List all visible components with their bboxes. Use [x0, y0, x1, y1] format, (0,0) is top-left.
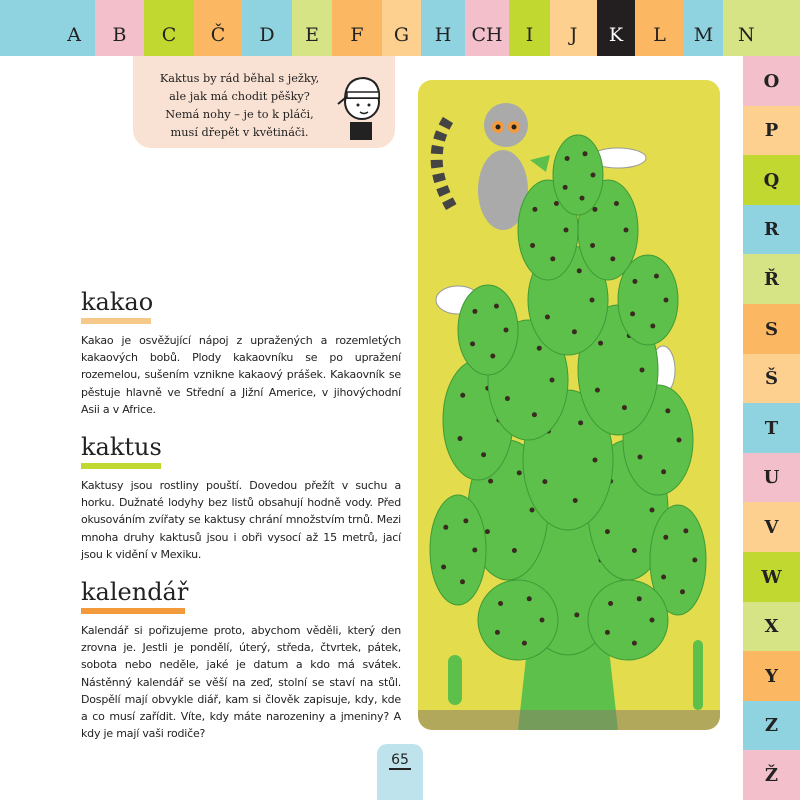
cactus-spine: [540, 618, 545, 623]
cactus-spine: [663, 535, 668, 540]
letter-tab-W[interactable]: W: [743, 552, 800, 602]
cactus-spine: [494, 304, 499, 309]
entry-text: Kakao je osvěžující nápoj z upražených a rozemletých kakaových bobů. Plody kakaovníku se po upražení rozemelou, sušením vznikne kakaový prášek. Kakaovník se pěstuje hlavně ve Střední a Jižní Americe, v jihovýchodní Asii a v Africe.: [81, 334, 401, 416]
entry-text: Kaktusy jsou rostliny pouští. Dovedou přežít v suchu a horku. Dužnaté lodyhy bez listů obsahují hodně vody. Před okusováním zvířaty se kaktusy chrání množstvím trnů. Mezi mnoha druhy kaktusů jsou i obři vysocí až 15 metrů, jací jsou k vidění v Mexiku.: [81, 479, 401, 561]
entry-text: Kalendář si pořizujeme proto, abychom věděli, který den zrovna je. Jestli je pondělí, úterý, středa, čtvrtek, pátek, sobota nebo neděle, jaké je datum a kdo má svátek. Nástěnný kalendář se věší na zeď, stolní se staví na stůl. Dospělí mají obvykle diář, kam si člověk zapisuje, kdy, kde a co musí zařídit. Víte, kdy máte narozeniny a jmeniny? A kdy je mají vaši rodiče?: [81, 624, 401, 741]
letter-tab-G[interactable]: G: [382, 0, 421, 56]
letter-tab-C[interactable]: C: [144, 0, 194, 56]
cactus-pad: [458, 285, 518, 375]
cactus-pad: [478, 580, 558, 660]
letter-tab-O[interactable]: O: [743, 56, 800, 106]
rhyme-line: ale jak má chodit pěšky?: [169, 90, 310, 103]
cactus-spine: [460, 393, 465, 398]
entry-kakao: [81, 288, 401, 418]
cactus-spine: [542, 479, 547, 484]
cactus-spine: [472, 548, 477, 553]
letter-tab-Ř[interactable]: Ř: [743, 254, 800, 304]
letter-tab-L[interactable]: L: [635, 0, 684, 56]
cactus-spine: [650, 618, 655, 623]
cactus-spine: [593, 458, 598, 463]
cactus-spine: [443, 525, 448, 530]
cactus-spine: [605, 529, 610, 534]
page-number-tab: [377, 744, 423, 800]
cactus-spine: [490, 354, 495, 359]
cactus-spine: [692, 558, 697, 563]
rhyme-line: Nemá nohy – je to k pláči,: [165, 108, 314, 121]
page-number: 65: [391, 752, 409, 768]
letter-tab-S[interactable]: S: [743, 304, 800, 354]
letter-tab-M[interactable]: M: [684, 0, 723, 56]
cactus-spine: [665, 408, 670, 413]
cactus-spine: [654, 274, 659, 279]
entry-kalendar: [81, 578, 401, 742]
title-underline: [81, 463, 161, 469]
cactus-spine: [614, 201, 619, 206]
cactus-spine: [472, 309, 477, 314]
cactus-spine: [495, 630, 500, 635]
cactus-spine: [661, 469, 666, 474]
cactus-spine: [512, 548, 517, 553]
cactus-spine: [441, 565, 446, 570]
cactus-spine: [664, 298, 669, 303]
cactus-spine: [632, 279, 637, 284]
cactus-spine: [530, 243, 535, 248]
letter-tab-T[interactable]: T: [743, 403, 800, 453]
cactus-spine: [595, 388, 600, 393]
alphabet-top-tabs: [0, 0, 800, 56]
letter-tab-Ž[interactable]: Ž: [743, 750, 800, 800]
cactus-spine: [608, 601, 613, 606]
cactus-spine: [565, 156, 570, 161]
cactus-spine: [590, 298, 595, 303]
cactus-spine: [683, 528, 688, 533]
cactus-pad: [588, 580, 668, 660]
cactus-spine: [632, 641, 637, 646]
letter-tab-V[interactable]: V: [743, 502, 800, 552]
cactus-spine: [504, 328, 509, 333]
letter-tab-X[interactable]: X: [743, 602, 800, 652]
letter-tab-J[interactable]: J: [550, 0, 597, 56]
letter-tab-A[interactable]: A: [0, 0, 95, 56]
cactus-spine: [677, 438, 682, 443]
cactus-spine: [574, 612, 579, 617]
entry-title: kakao: [81, 288, 154, 316]
entry-kaktus: [81, 433, 401, 563]
boy-face-icon: [336, 68, 384, 140]
cactus-spine: [522, 641, 527, 646]
cactus-spine: [650, 508, 655, 513]
cactus-spine: [460, 579, 465, 584]
cactus-spine: [481, 452, 486, 457]
letter-tab-CH[interactable]: CH: [465, 0, 509, 56]
letter-tab-E[interactable]: E: [292, 0, 332, 56]
letter-tab-N[interactable]: N: [723, 0, 800, 56]
rhyme-line: Kaktus by rád běhal s ježky,: [159, 72, 320, 85]
letter-tab-Y[interactable]: Y: [743, 651, 800, 701]
letter-tab-K[interactable]: K: [597, 0, 635, 56]
cactus-spine: [591, 173, 596, 178]
letter-tab-F[interactable]: F: [332, 0, 382, 56]
entry-title: kaktus: [81, 433, 162, 461]
letter-tab-D[interactable]: D: [242, 0, 292, 56]
cactus-spine: [517, 470, 522, 475]
cactus-spine: [463, 518, 468, 523]
title-underline: [81, 608, 185, 614]
rhyme-line: musí dřepět v květináči.: [170, 126, 309, 139]
cactus-spine: [505, 396, 510, 401]
cactus-spine: [532, 412, 537, 417]
cactus-spine: [564, 228, 569, 233]
letter-tab-Č[interactable]: Č: [194, 0, 242, 56]
entry-title: kalendář: [81, 578, 189, 606]
cactus-spine: [640, 368, 645, 373]
cactus-spine: [583, 151, 588, 156]
cactus-spine: [637, 596, 642, 601]
cactus-spine: [550, 378, 555, 383]
cactus-spine: [545, 315, 550, 320]
cactus-spine: [563, 185, 568, 190]
cactus-spine: [630, 311, 635, 316]
cactus-spine: [573, 498, 578, 503]
cactus-spine: [577, 268, 582, 273]
rhyme-text: [147, 70, 332, 142]
title-underline: [81, 318, 151, 324]
cactus-spine: [650, 324, 655, 329]
cactus-spine: [624, 228, 629, 233]
letter-tab-Z[interactable]: Z: [743, 701, 800, 751]
cactus-spine: [458, 436, 463, 441]
letter-tab-I[interactable]: I: [509, 0, 550, 56]
cactus-spine: [598, 341, 603, 346]
cactus-spine: [605, 630, 610, 635]
cactus-spine: [550, 256, 555, 261]
cactus-spine: [680, 589, 685, 594]
letter-tab-B[interactable]: B: [95, 0, 144, 56]
cactus-spine: [661, 575, 666, 580]
cactus-illustration: [418, 80, 720, 730]
cactus-spine: [580, 196, 585, 201]
cactus-spine: [610, 256, 615, 261]
cactus-spine: [532, 207, 537, 212]
cactus-spine: [622, 405, 627, 410]
cactus-pad: [430, 495, 486, 605]
cactus-spine: [537, 346, 542, 351]
cactus-spine: [488, 479, 493, 484]
letter-tab-Š[interactable]: Š: [743, 354, 800, 404]
cactus-spine: [632, 548, 637, 553]
cactus-spine: [470, 341, 475, 346]
letter-tab-P[interactable]: P: [743, 106, 800, 156]
cactus-spine: [527, 596, 532, 601]
letter-tab-U[interactable]: U: [743, 453, 800, 503]
cactus-spine: [498, 601, 503, 606]
cactus-spine: [485, 529, 490, 534]
cactus-spine: [578, 420, 583, 425]
cactus-drawing: [418, 80, 720, 730]
cactus-spine: [530, 508, 535, 513]
letter-tab-H[interactable]: H: [421, 0, 465, 56]
cactus-spine: [572, 329, 577, 334]
rhyme-box: [133, 56, 395, 148]
cactus-spine: [554, 201, 559, 206]
cactus-spine: [590, 243, 595, 248]
letter-tab-R[interactable]: R: [743, 205, 800, 255]
letter-tab-Q[interactable]: Q: [743, 155, 800, 205]
cactus-spine: [638, 455, 643, 460]
